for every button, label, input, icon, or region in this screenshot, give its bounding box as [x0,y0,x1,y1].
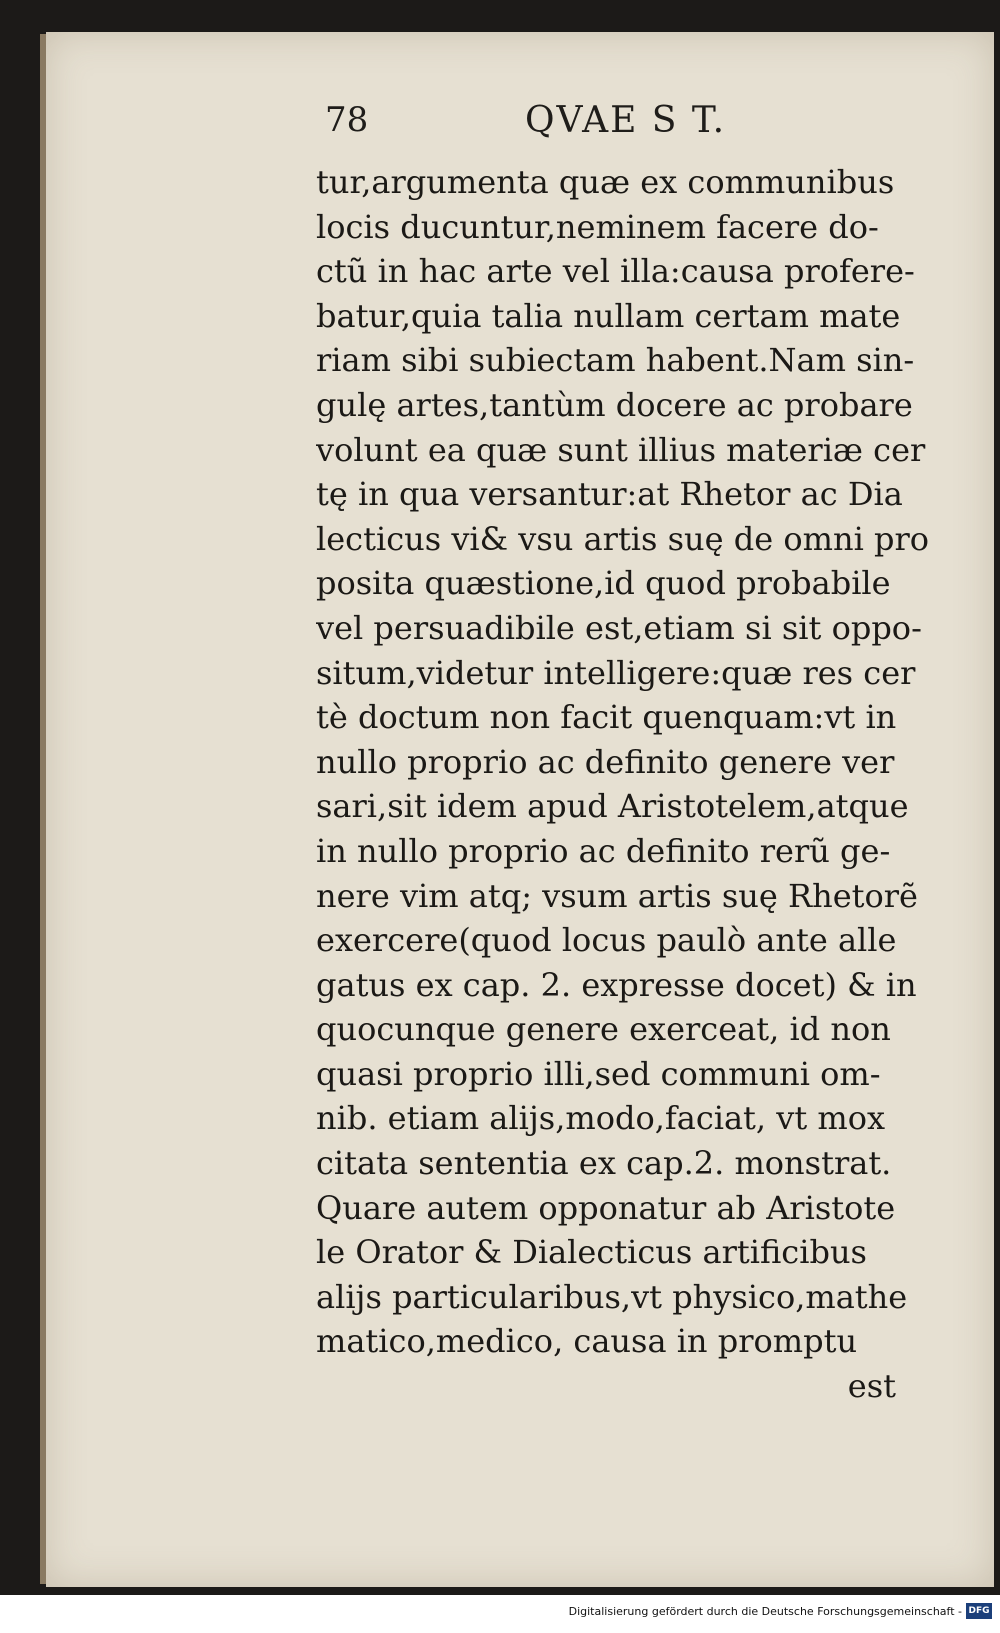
text-line: sari,sit idem apud Aristotelem,atque [316,787,909,826]
text-line: alijs particularibus,vt physico,mathe [316,1277,908,1316]
text-line: exercere(quod locus paulò ante alle [316,921,897,960]
text-line: in nullo proprio ac definito rerũ ge- [316,831,891,870]
text-line: gatus ex cap. 2. expresse docet) & in [316,965,917,1004]
text-line: gulę artes,tantùm docere ac probare [316,385,913,424]
text-line: riam sibi subiectam habent.Nam sin- [316,341,915,380]
text-line: quasi proprio illi,sed communi om- [316,1054,881,1093]
text-line: situm,videtur intelligere:quæ res cer [316,653,916,692]
text-line: tè doctum non facit quenquam:vt in [316,698,897,737]
page-header [325,100,785,150]
body-text [316,160,956,1409]
text-line: Quare autem opponatur ab Aristote [316,1188,896,1227]
digitization-footer [0,1595,1000,1633]
text-line: vel persuadibile est,etiam si sit oppo- [316,608,922,647]
dfg-logo: DFG [966,1603,992,1619]
text-line: volunt ea quæ sunt illius materiæ cer [316,430,926,469]
page-number: 78 [325,100,369,140]
text-line: nullo proprio ac definito genere ver [316,742,895,781]
text-line: ctũ in hac arte vel illa:causa profere- [316,252,915,291]
text-line: lecticus vi& vsu artis suę de omni pro [316,519,930,558]
text-line: nere vim atq; vsum artis suę Rhetorẽ [316,876,918,915]
text-line: le Orator & Dialecticus artificibus [316,1233,867,1272]
text-line: citata sententia ex cap.2. monstrat. [316,1144,892,1183]
text-line: tę in qua versantur:at Rhetor ac Dia [316,475,903,514]
text-line: nib. etiam alijs,modo,faciat, vt mox [316,1099,886,1138]
catchword: est [847,1367,896,1406]
footer-credit: Digitalisierung gefördert durch die Deutsche Forschungsgemeinschaft - [568,1605,962,1618]
text-line: quocunque genere exerceat, id non [316,1010,891,1049]
text-line: posita quæstione,id quod probabile [316,564,891,603]
text-line: matico,medico, causa in promptu [316,1322,858,1361]
text-line: batur,quia talia nullam certam mate [316,296,901,335]
running-head: QVAE S T. [525,100,727,141]
text-line: tur,argumenta quæ ex communibus [316,163,895,201]
text-line: locis ducuntur,neminem facere do- [316,207,879,246]
